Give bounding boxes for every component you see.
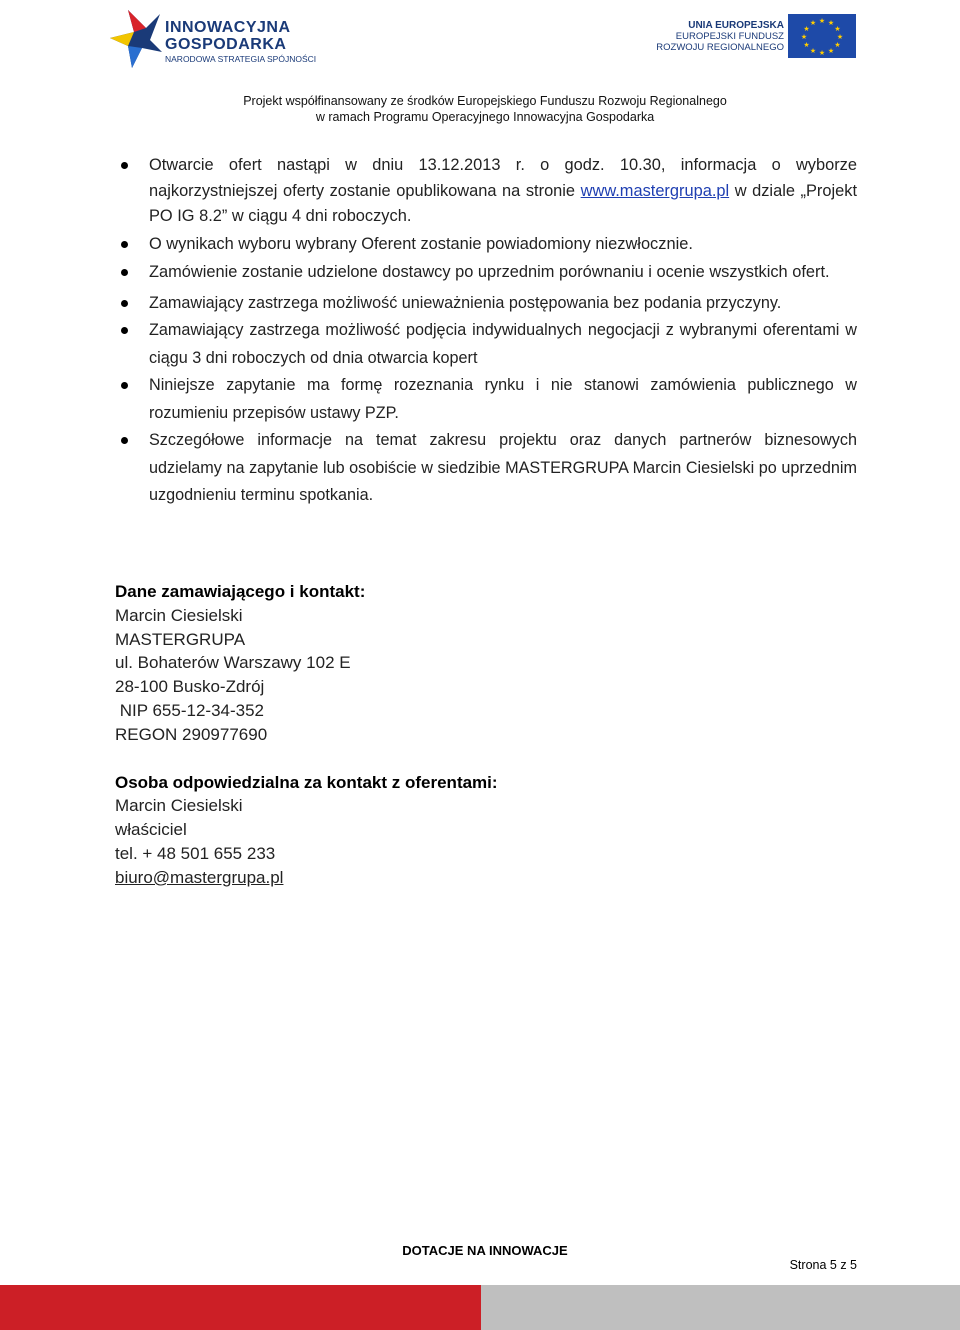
footer-bar-gray xyxy=(481,1285,960,1330)
terms-list xyxy=(115,153,857,510)
svg-text:★: ★ xyxy=(818,17,826,25)
svg-text:★: ★ xyxy=(803,25,810,33)
list-item: Zamawiający zastrzega możliwość podjęcia indywidualnych negocjacji z wybranymi oferentami w ciągu 3 dni roboczych od dnia otwarcia kopert xyxy=(115,317,857,372)
contact-street: ul. Bohaterów Warszawy 102 E xyxy=(115,653,351,673)
svg-text:★: ★ xyxy=(827,19,835,27)
list-item: Zamawiający zastrzega możliwość unieważnienia postępowania bez podania przyczyny. xyxy=(115,290,857,318)
footer-bar-red xyxy=(0,1285,481,1330)
contact-city: 28-100 Busko-Zdrój xyxy=(115,677,265,697)
svg-text:★: ★ xyxy=(836,33,844,41)
cofinancing-note xyxy=(0,93,960,125)
contact-title: Dane zamawiającego i kontakt: xyxy=(115,582,366,601)
list-item xyxy=(115,153,857,230)
innowacyjna-gospodarka-logo xyxy=(108,4,323,70)
svg-text:★: ★ xyxy=(834,41,841,49)
eu-logo-text xyxy=(656,20,784,53)
contact-company: MASTERGRUPA xyxy=(115,629,246,649)
contact-section xyxy=(115,580,498,890)
list-item: Szczegółowe informacje na temat zakresu projektu oraz danych partnerów biznesowych udzielamy na zapytanie lub osobiście w siedzibie MASTERGRUPA Marcin Ciesielski po uprzednim uzgodnieniu terminu spotkania. xyxy=(115,427,857,510)
ig-subtitle: NARODOWA STRATEGIA SPÓJNOŚCI xyxy=(165,54,317,64)
cofinancing-line1: Projekt współfinansowany ze środków Europejskiego Funduszu Rozwoju Regionalnego xyxy=(243,94,727,108)
list-item: Zamówienie zostanie udzielone dostawcy po uprzednim porównaniu i ocenie wszystkich ofert. xyxy=(115,260,857,286)
item1-text: Otwarcie ofert nastąpi w dniu 13.12.2013 r. o godz. 10.30, informacja o wyborze najkorzystniejszej oferty zostanie opublikowana na stronie xyxy=(149,156,857,200)
eu-logo xyxy=(656,10,860,60)
svg-text:★: ★ xyxy=(809,47,817,55)
contact-nip: NIP 655-12-34-352 xyxy=(115,700,265,720)
ig-title-line1: INNOWACYJNA xyxy=(165,19,291,36)
page-number: Strona 5 z 5 xyxy=(789,1258,857,1272)
responsible-role: właściciel xyxy=(115,820,187,840)
svg-text:★: ★ xyxy=(827,47,835,55)
svg-text:★: ★ xyxy=(809,19,817,27)
responsible-phone: tel. + 48 501 655 233 xyxy=(115,843,276,863)
footer-title: DOTACJE NA INNOWACJE xyxy=(402,1243,568,1258)
footer-bar xyxy=(0,1285,960,1330)
cofinancing-line2: w ramach Programu Operacyjnego Innowacyjna Gospodarka xyxy=(315,110,655,124)
eu-line2: EUROPEJSKI FUNDUSZ xyxy=(675,31,784,42)
svg-text:★: ★ xyxy=(818,49,826,57)
list-item: O wynikach wyboru wybrany Oferent zostanie powiadomiony niezwłocznie. xyxy=(115,232,857,258)
responsible-title: Osoba odpowiedzialna za kontakt z oferentami: xyxy=(115,772,498,792)
svg-text:★: ★ xyxy=(834,25,841,33)
eu-line1: UNIA EUROPEJSKA xyxy=(688,20,784,31)
ig-title-line2: GOSPODARKA xyxy=(165,36,287,53)
website-link[interactable]: www.mastergrupa.pl xyxy=(580,181,730,200)
eu-flag-icon xyxy=(788,14,856,58)
svg-text:★: ★ xyxy=(800,33,808,41)
contact-regon: REGON 290977690 xyxy=(115,724,268,744)
svg-text:★: ★ xyxy=(803,41,810,49)
item1-text-end: w dziale „Projekt PO IG 8.2” w ciągu 4 dni roboczych. xyxy=(149,181,857,225)
email-link[interactable]: biuro@mastergrupa.pl xyxy=(115,867,284,887)
eu-line3: ROZWOJU REGIONALNEGO xyxy=(656,42,784,53)
responsible-name: Marcin Ciesielski xyxy=(115,796,243,816)
list-item: Niniejsze zapytanie ma formę rozeznania rynku i nie stanowi zamówienia publicznego w rozumieniu przepisów ustawy PZP. xyxy=(115,372,857,427)
ig-emblem-icon xyxy=(108,4,162,70)
contact-name: Marcin Ciesielski xyxy=(115,605,243,625)
